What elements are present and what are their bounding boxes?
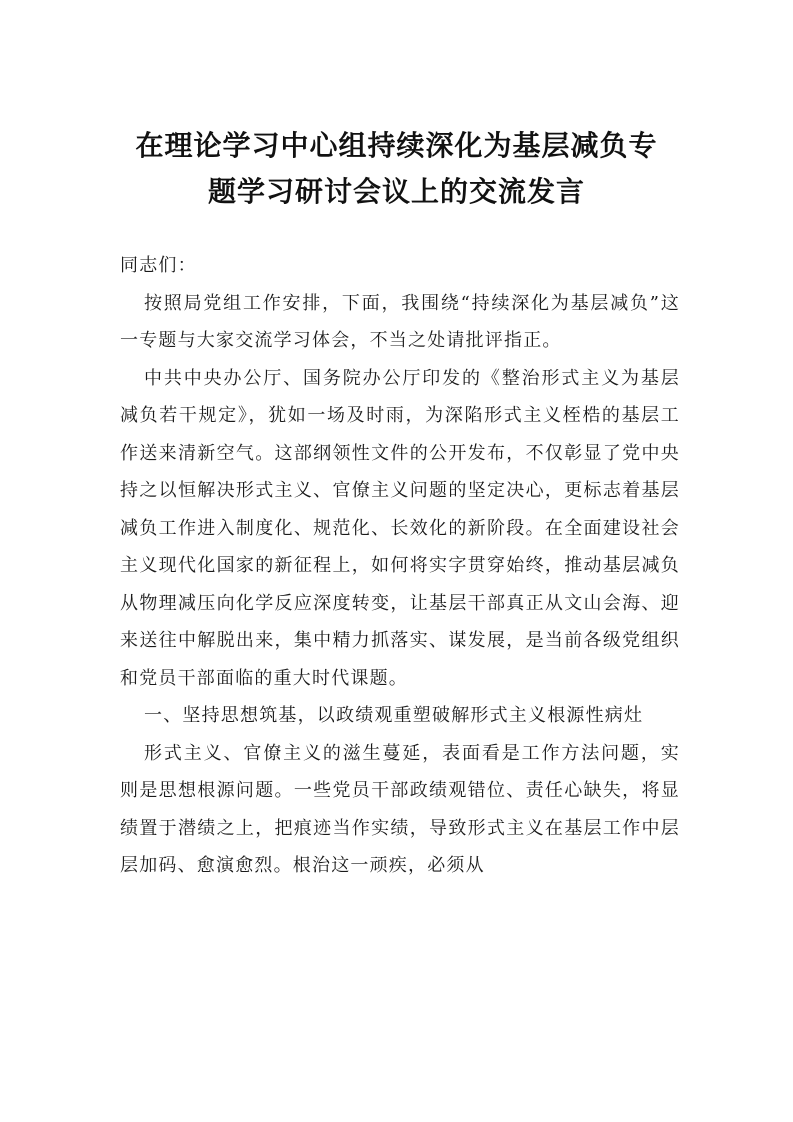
document-body xyxy=(120,247,680,885)
document-title-line-1: 在理论学习中心组持续深化为基层减负专 xyxy=(135,129,658,162)
document-title-line-2: 题学习研讨会议上的交流发言 xyxy=(207,175,585,208)
paragraph-background: 中共中央办公厅、国务院办公厅印发的《整治形式主义为基层减负若干规定》，犹如一场及时雨，为深陷形式主义桎梏的基层工作送来清新空气。这部纲领性文件的公开发布，不仅彰显了党中央持之以恒解决形式主义、官僚主义问题的坚定决心，更标志着基层减负工作进入制度化、规范化、长效化的新阶段。在全面建设社会主义现代化国家的新征程上，如何将实字贯穿始终，推动基层减负从物理减压向化学反应深度转变，让基层干部真正从文山会海、迎来送往中解脱出来，集中精力抓落实、谋发展，是当前各级党组织和党员干部面临的重大时代课题。 xyxy=(120,367,680,689)
paragraph-intro: 按照局党组工作安排，下面，我围绕“持续深化为基层减负”这一专题与大家交流学习体会，不当之处请批评指正。 xyxy=(120,292,680,351)
salutation: 同志们： xyxy=(120,255,197,276)
paragraph-section-1: 形式主义、官僚主义的滋生蔓延，表面看是工作方法问题，实则是思想根源问题。一些党员干部政绩观错位、责任心缺失，将显绩置于潜绩之上，把痕迹当作实绩，导致形式主义在基层工作中层层加码、愈演愈烈。根治这一顽疾，必须从 xyxy=(120,742,680,876)
section-heading-1: 一、坚持思想筑基，以政绩观重塑破解形式主义根源性病灶 xyxy=(144,705,644,726)
